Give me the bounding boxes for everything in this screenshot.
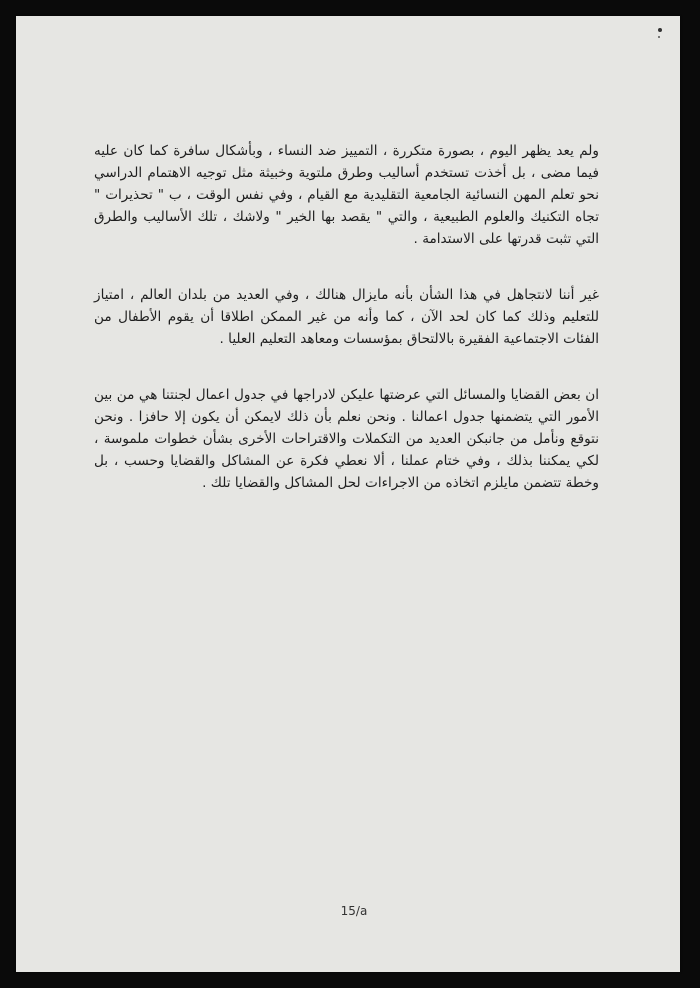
paragraph-2-text: غير أننا لانتجاهل في هذا الشأن بأنه مايزال هنالك ، وفي العديد من بلدان العالم ، امتياز للتعليم وذلك كما كان لحد الآن ، كما وأنه من غير الممكن اطلاقا أن يقوم الأطفال من الفئات الاجتماعية الفقيرة بالالتحاق بمؤسسات ومعاهد التعليم العليا . [94,287,599,347]
paragraph-3 [94,384,599,494]
document-page [16,16,680,972]
corner-dot-mark-small [658,36,660,38]
paragraph-1 [94,140,599,250]
corner-dot-mark [658,28,662,32]
paragraph-2 [94,284,599,350]
paragraph-1-text: ولم يعد يظهر اليوم ، بصورة متكررة ، التمييز ضد النساء ، وبأشكال سافرة كما كان عليه فيما مضى ، بل أخذت تستخدم أساليب وطرق ملتوية وخبيثة مثل توجيه الاهتمام الدراسي نحو تعلم المهن النسائية الجامعية التقليدية مع القيام ، وفي نفس الوقت ، ب " تحذيرات " تجاه التكنيك والعلوم الطبيعية ، والتي " يقصد بها الخير " ولاشك ، تلك الأساليب والطرق التي تثبت قدرتها على الاستدامة . [94,143,599,247]
page-number: 15/a [340,904,368,918]
paragraph-3-text: ان بعض القضايا والمسائل التي عرضتها عليكن لادراجها في جدول اعمال لجنتنا هي من بين الأمور التي يتضمنها جدول اعمالنا . ونحن نعلم بأن ذلك لايمكن أن يكون إلا حافزا . ونحن نتوقع ونأمل من جانبكن العديد من التكملات والاقتراحات الأخرى بشأن خطوات ملموسة ، لكي يمكننا بذلك ، وفي ختام عملنا ، ألا نعطي فكرة عن المشاكل والقضايا وحسب ، بل وخطة تتضمن مايلزم اتخاذه من الاجراءات لحل المشاكل والقضايا تلك . [94,387,599,491]
